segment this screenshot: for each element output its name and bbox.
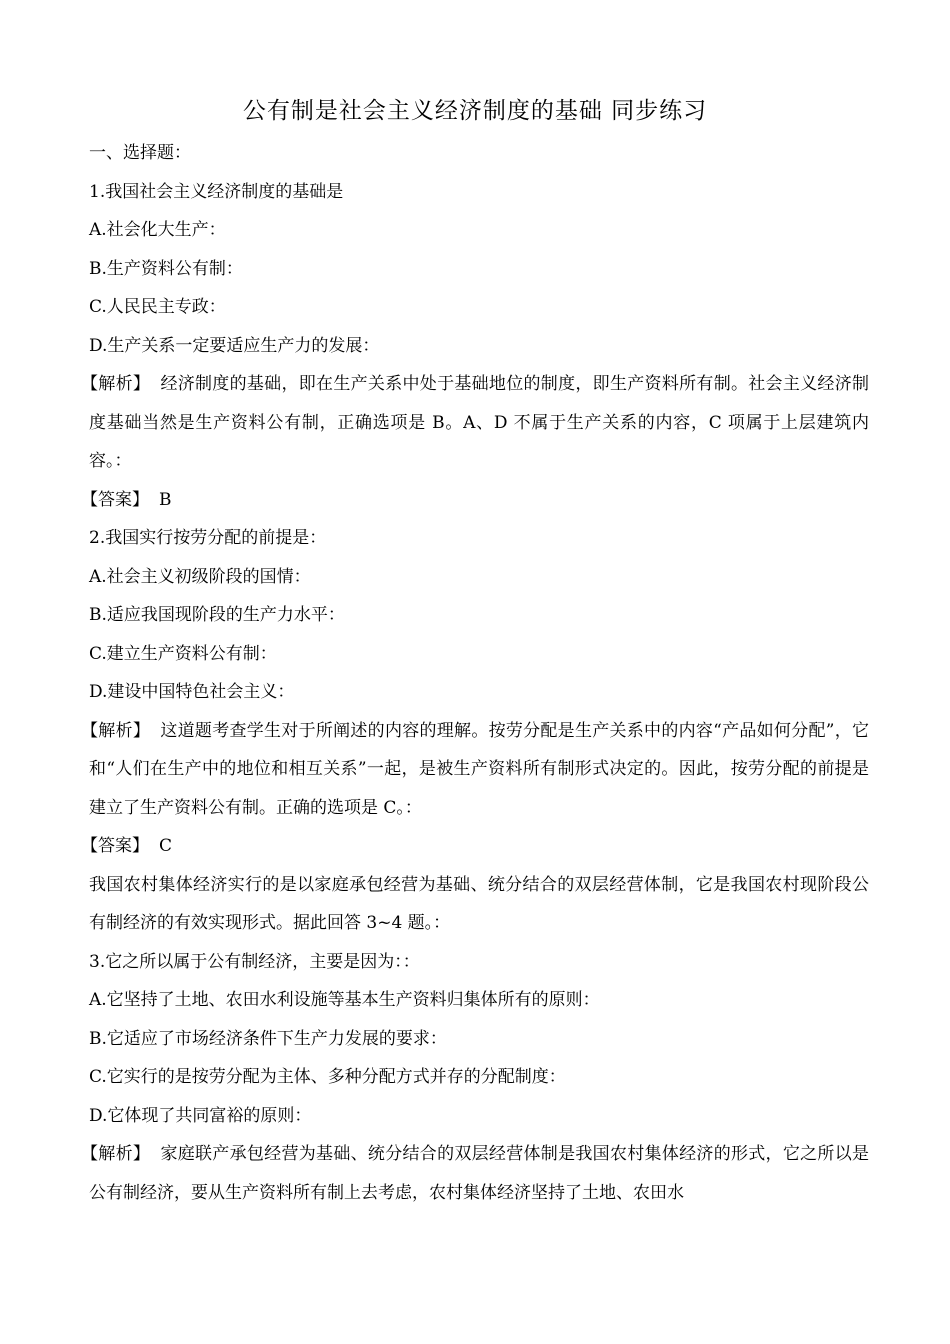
analysis-tag: 【解析】 [81,1144,151,1164]
document-body [81,141,870,1212]
question-1-stem: 1.我国社会主义经济制度的基础是 [89,181,344,202]
question-3-stem: 3.它之所以属于公有制经济，主要是因为：： [89,951,420,972]
question-3-option-c: C.它实行的是按劳分配为主体、多种分配方式并存的分配制度： [89,1067,566,1087]
question-2-stem: 2.我国实行按劳分配的前提是： [89,528,327,548]
analysis-tag: 【解析】 [81,374,151,394]
answer-tag: 【答案】 [81,836,149,856]
question-2-option-a: A.社会主义初级阶段的国情： [89,566,311,587]
answer-value: B [159,489,172,510]
answer-tag: 【答案】 [81,489,149,510]
analysis-text: 这道题考查学生对于所阐述的内容的理解。按劳分配是生产关系中的内容“产品如何分配”，它和“人们在生产中的地位和相互关系”一起，是被生产资料所有制形式决定的。因此，按劳分配的前提是建立了生产资料公有制。正确的选项是 C。： [89,720,870,818]
question-3-option-b: B.它适应了市场经济条件下生产力发展的要求： [89,1028,447,1049]
question-1-option-c: C.人民民主专政： [89,297,226,317]
question-2-option-d: D.建设中国特色社会主义： [89,682,295,702]
question-1-option-b: B.生产资料公有制： [89,258,243,279]
section-heading: 一、选择题： [89,143,191,163]
document-title: 公有制是社会主义经济制度的基础 同步练习 [242,98,708,124]
question-2-analysis [81,712,870,828]
material-paragraph: 我国农村集体经济实行的是以家庭承包经营为基础、统分结合的双层经营体制，它是我国农村现阶段公有制经济的有效实现形式。据此回答 3~4 题。： [89,874,869,933]
analysis-text: 经济制度的基础，即在生产关系中处于基础地位的制度，即生产资料所有制。社会主义经济制度基础当然是生产资料公有制，正确选项是 B。A、D 不属于生产关系的内容，C 项属于上层建筑内容。： [89,374,869,471]
answer-value: C [159,836,173,856]
question-3-option-a: A.它坚持了土地、农田水利设施等基本生产资料归集体所有的原则： [89,990,600,1010]
question-2-option-c: C.建立生产资料公有制： [89,643,277,664]
analysis-text: 家庭联产承包经营为基础、统分结合的双层经营体制是我国农村集体经济的形式，它之所以是公有制经济，要从生产资料所有制上去考虑，农村集体经济坚持了土地、农田水 [89,1144,869,1203]
question-1-option-a: A.社会化大生产： [89,220,226,240]
question-1-option-d: D.生产关系一定要适应生产力的发展： [89,335,380,356]
question-3-analysis [81,1135,869,1212]
question-1-answer [81,488,869,527]
question-3-option-d: D.它体现了共同富裕的原则： [89,1105,312,1126]
question-1-analysis [81,365,869,481]
question-2-option-b: B.适应我国现阶段的生产力水平： [89,605,345,625]
analysis-tag: 【解析】 [81,720,151,741]
